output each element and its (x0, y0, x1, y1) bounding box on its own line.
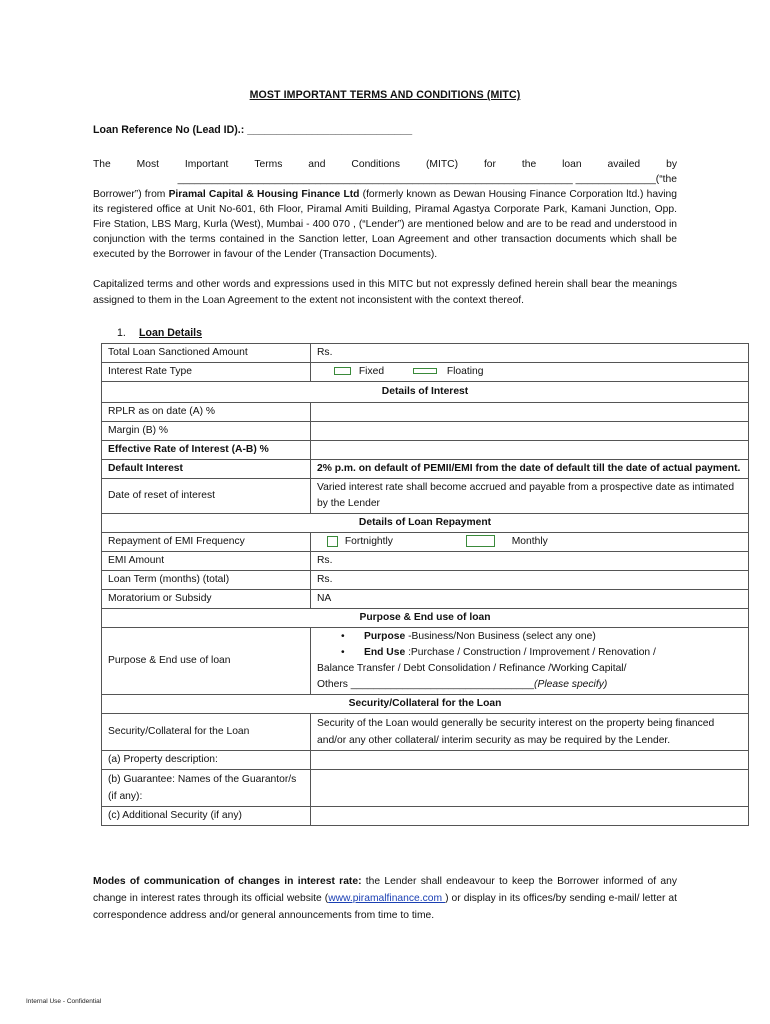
others-blank: Others ________________________________ (317, 679, 535, 690)
website-link[interactable]: www.piramalfinance.com (328, 893, 446, 904)
margin-label: Margin (B) % (102, 422, 311, 441)
modes-text-pre: the Lender shall endeavour to keep the Borrower informed of any change in interest rates through its official website ( (93, 876, 678, 904)
bullet: • (341, 631, 345, 642)
table-row (102, 382, 749, 403)
default-interest-value: 2% p.m. on default of PEMII/EMI from the date of default till the date of actual payment. (311, 460, 749, 479)
intro-word: Conditions (351, 159, 401, 170)
additional-security-value[interactable] (311, 807, 749, 826)
intro-word: for (483, 159, 496, 170)
intro-word: availed (607, 159, 641, 170)
rplr-label: RPLR as on date (A) % (102, 403, 311, 422)
section-label: Loan Details (139, 327, 202, 339)
borrower-blank-line: _____________________________________________________________________ ______________(“the (177, 174, 677, 185)
table-row (102, 609, 749, 628)
security-section-header: Security/Collateral for the Loan (102, 695, 749, 714)
modes-heading: Modes of communication of changes in interest rate: (93, 876, 362, 887)
intro-borrower-post: (formerly known as Dewan Housing Finance Corporation ltd.) having its registered office at Unit No-601, 6th Floor, Piramal Amiti Building, Piramal Agastya Corporate Park, Kamani Junction, Opp. Fire Station, LBS Marg, Kurla (West), Mumbai - 400 070 , (“Lender”) are mentioned below and are to be read and understood in conjunction with the terms contained in the Sanction letter, Loan Agreement and other transaction documents which shall be executed by the Borrower in favour of the Lender (Transaction Documents). (93, 189, 677, 260)
effective-rate-label: Effective Rate of Interest (A-B) % (102, 441, 311, 460)
fixed-checkbox[interactable] (334, 367, 351, 375)
table-row (102, 628, 749, 695)
fortnightly-label: Fortnightly (344, 536, 393, 547)
footer-classification: Internal Use - Confidential (26, 998, 102, 1005)
security-value: Security of the Loan would generally be security interest on the property being financed and/or any other collateral/ interim security as may be required by the Lender. (311, 714, 749, 751)
table-row (102, 533, 749, 552)
floating-label: Floating (446, 366, 484, 377)
interest-section-header: Details of Interest (102, 382, 749, 403)
moratorium-label: Moratorium or Subsidy (102, 590, 311, 609)
floating-checkbox[interactable] (413, 368, 437, 374)
additional-security-label: (c) Additional Security (if any) (102, 807, 311, 826)
fixed-label: Fixed (358, 366, 385, 377)
document-title: MOST IMPORTANT TERMS AND CONDITIONS (MITC) (249, 89, 521, 101)
property-description-value[interactable] (311, 751, 749, 770)
table-row (102, 807, 749, 826)
bullet: • (341, 647, 345, 658)
enduse-bullet-text: :Purchase / Construction / Improvement / Renovation / (405, 647, 656, 658)
fortnightly-checkbox[interactable] (327, 536, 338, 547)
intro-paragraph (93, 187, 677, 262)
please-specify: (Please specify) (534, 679, 608, 690)
purpose-value (311, 628, 749, 695)
intro-word: Important (184, 159, 229, 170)
table-row (102, 590, 749, 609)
monthly-label: Monthly (511, 536, 548, 547)
list-item (317, 645, 742, 661)
intro-word: the (521, 159, 537, 170)
modes-of-communication (93, 873, 677, 924)
reset-interest-value: Varied interest rate shall become accrued and payable from a prospective date as intimated by the Lender (311, 479, 749, 514)
modes-text-post: ) or display in its offices/by sending e-mail/ letter at correspondence address and/or general announcements from time to time. (93, 893, 677, 921)
enduse-line-2: Balance Transfer / Debt Consolidation / Refinance /Working Capital/ (317, 663, 627, 674)
intro-word: Terms (254, 159, 283, 170)
section-heading-loan-details (117, 327, 202, 339)
purpose-label: Purpose & End use of loan (102, 628, 311, 695)
emi-frequency-options (311, 533, 749, 552)
purpose-list (317, 629, 742, 661)
default-interest-label: Default Interest (102, 460, 311, 479)
table-row (102, 441, 749, 460)
emi-amount-value: Rs. (311, 552, 749, 571)
table-row (102, 514, 749, 533)
enduse-line-3 (317, 677, 742, 693)
table-row (102, 552, 749, 571)
emi-amount-label: EMI Amount (102, 552, 311, 571)
guarantee-label: (b) Guarantee: Names of the Guarantor/s (if any): (102, 770, 311, 807)
interest-rate-type-label: Interest Rate Type (102, 363, 311, 382)
purpose-section-header: Purpose & End use of loan (102, 609, 749, 628)
loan-term-value: Rs. (311, 571, 749, 590)
intro-word: by (666, 159, 677, 170)
purpose-bullet-text: -Business/Non Business (select any one) (405, 631, 596, 642)
emi-frequency-label: Repayment of EMI Frequency (102, 533, 311, 552)
intro-word: The (93, 159, 111, 170)
table-row (102, 714, 749, 751)
property-description-label: (a) Property description: (102, 751, 311, 770)
total-loan-value: Rs. (311, 344, 749, 363)
security-label: Security/Collateral for the Loan (102, 714, 311, 751)
guarantee-value[interactable] (311, 770, 749, 807)
repayment-section-header: Details of Loan Repayment (102, 514, 749, 533)
total-loan-label: Total Loan Sanctioned Amount (102, 344, 311, 363)
reset-interest-label: Date of reset of interest (102, 479, 311, 514)
intro-word: and (308, 159, 326, 170)
section-number: 1. (117, 327, 126, 339)
rplr-value[interactable] (311, 403, 749, 422)
loan-details-table (101, 343, 749, 826)
intro-word: Most (136, 159, 159, 170)
effective-rate-value[interactable] (311, 441, 749, 460)
capitalized-terms-paragraph: Capitalized terms and other words and expressions used in this MITC but not expressly defined herein shall bear the meanings assigned to them in the Loan Agreement to the extent not inconsistent with the context thereof. (93, 279, 677, 306)
monthly-checkbox[interactable] (466, 535, 495, 547)
lead-reference: Loan Reference No (Lead ID).: ____________________________ (93, 124, 413, 136)
moratorium-value: NA (311, 590, 749, 609)
intro-word: (MITC) (425, 159, 459, 170)
interest-rate-type-options (311, 363, 749, 382)
lender-name: Piramal Capital & Housing Finance Ltd (168, 189, 360, 200)
table-row (102, 460, 749, 479)
intro-word: loan (562, 159, 582, 170)
table-row (102, 363, 749, 382)
table-row (102, 695, 749, 714)
margin-value[interactable] (311, 422, 749, 441)
table-row (102, 403, 749, 422)
table-row (102, 770, 749, 807)
purpose-bullet-label: Purpose (364, 631, 406, 642)
list-item (317, 629, 742, 645)
intro-borrower-pre: Borrower”) from (93, 189, 169, 200)
table-row (102, 479, 749, 514)
enduse-bullet-label: End Use (364, 647, 406, 658)
intro-first-line (93, 157, 677, 172)
table-row (102, 751, 749, 770)
table-row (102, 344, 749, 363)
table-row (102, 422, 749, 441)
loan-term-label: Loan Term (months) (total) (102, 571, 311, 590)
table-row (102, 571, 749, 590)
